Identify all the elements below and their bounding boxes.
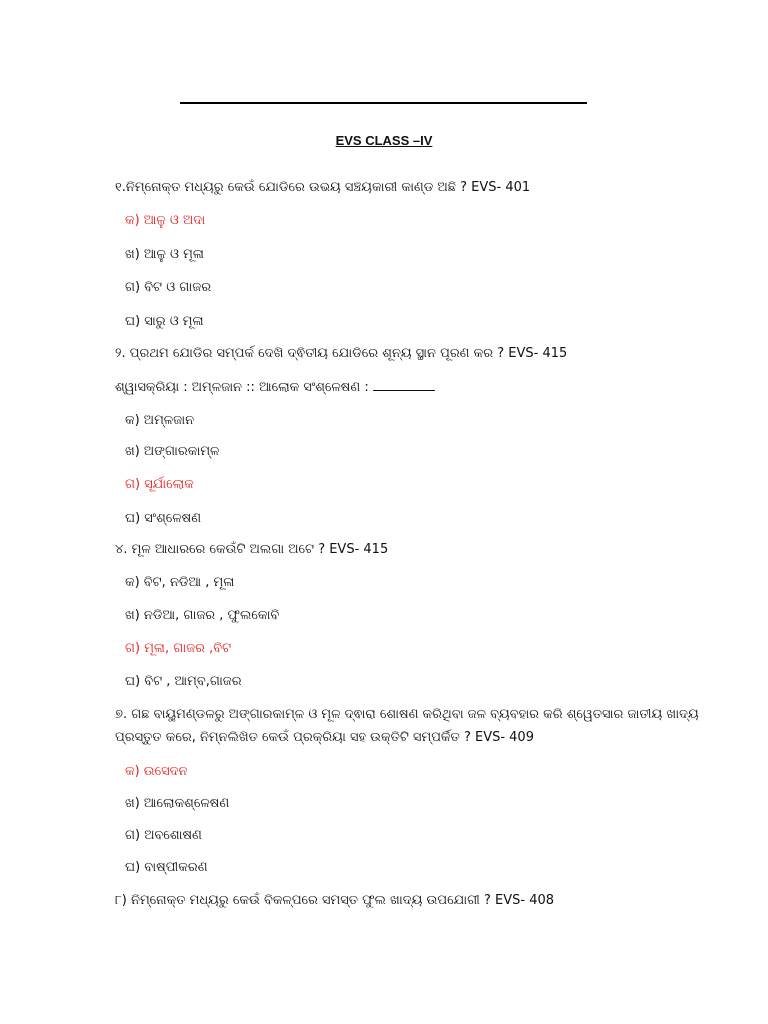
page-title: EVS CLASS –IV — [335, 133, 433, 148]
question-2-option-a: କ) ଅମ୍ଳଜାନ — [125, 413, 195, 428]
question-1-text: ୧.ନିମ୍ନୋକ୍ତ ମଧ୍ୟରୁ କେଉଁ ଯୋଡିରେ ଉଭୟ ସଞ୍ଚୟକାରୀ କାଣ୍ଡ ଅଛି ? EVS- 401 — [115, 180, 531, 195]
question-7-text-line-2: ପ୍ରସ୍ତୁତ କରେ, ନିମ୍ନଲିଖିତ କେଉଁ ପ୍ରକ୍ରିୟା ସହ ଉକ୍ତିଟି ସମ୍ପର୍କିତ ? EVS- 409 — [115, 730, 534, 745]
question-8-text: ୮) ନିମ୍ନୋକ୍ତ ମଧ୍ୟରୁ କେଉଁ ବିକଳ୍ପରେ ସମସ୍ତ ଫୁଲ ଖାଦ୍ୟ ଉପଯୋଗୀ ? EVS- 408 — [115, 893, 555, 908]
question-1-option-b: ଖ) ଆଳୁ ଓ ମୂଳା — [125, 247, 204, 262]
question-1-option-d: ଘ) ସାରୁ ଓ ମୂଳା — [125, 314, 204, 329]
question-4-text: ୪. ମୂଳ ଆଧାରରେ କେଉଁଟି ଅଲଗା ଅଟେ ? EVS- 415 — [115, 542, 389, 557]
question-7-option-d: ଘ) ବାଷ୍ପୀକରଣ — [125, 860, 208, 875]
question-7-option-b: ଖ) ଆଲୋକଶ୍ଳେଷଣ — [125, 796, 230, 811]
question-2-option-b: ଖ) ଅଙ୍ଗାରକାମ୍ଳ — [125, 444, 220, 459]
question-4-option-a: କ) ବିଟ, ନଡିଆ , ମୂଳା — [125, 575, 235, 590]
question-2-text: ୨. ପ୍ରଥମ ଯୋଡିର ସମ୍ପର୍କ ଦେଖି ଦ୍ଵିତୀୟ ଯୋଡିରେ ଶୂନ୍ୟ ସ୍ଥାନ ପୂରଣ କର ? EVS- 415 — [115, 346, 568, 361]
header-rule — [180, 102, 587, 104]
question-7-option-a: କ) ଉସେଦନ — [125, 764, 188, 779]
question-4-option-c: ଗ) ମୂଳା, ଗାଜର ,ବିଟ — [125, 641, 232, 656]
answer-blank — [373, 379, 435, 391]
question-2-subtext: ଶ୍ୱାସକ୍ରିୟା : ଅମ୍ଳଜାନ :: ଆଲୋକ ସଂଶ୍ଳେଷଣ : — [115, 380, 369, 395]
question-2-option-d: ଘ) ସଂଶ୍ଳେଷଣ — [125, 511, 202, 526]
question-2-subtext-row — [115, 379, 435, 397]
question-1-option-a: କ) ଆଳୁ ଓ ଅଦା — [125, 213, 206, 228]
question-4-option-d: ଘ) ବିଟ , ଆମ୍ବ,ଗାଜର — [125, 674, 242, 689]
question-7-text-line-1: ୭. ଗଛ ବାୟୁମଣ୍ଡଳରୁ ଅଙ୍ଗାରକାମ୍ଳ ଓ ମୂଳ ଦ୍ଵାରା ଶୋଷଣ କରିଥିବା ଜଳ ବ୍ୟବହାର କରି ଶ୍ୱେତସାର ଜାତୀୟ ଖାଦ୍ୟ — [115, 707, 699, 722]
question-4-option-b: ଖ) ନଡିଆ, ଗାଜର , ଫୁଲକୋବି — [125, 608, 280, 623]
question-7-option-c: ଗ) ଅବଶୋଷଣ — [125, 828, 202, 843]
question-1-option-c: ଗ) ବିଟ ଓ ଗାଜର — [125, 280, 212, 295]
question-2-option-c: ଗ) ସୂର୍ଯାଲୋକ — [125, 477, 194, 492]
